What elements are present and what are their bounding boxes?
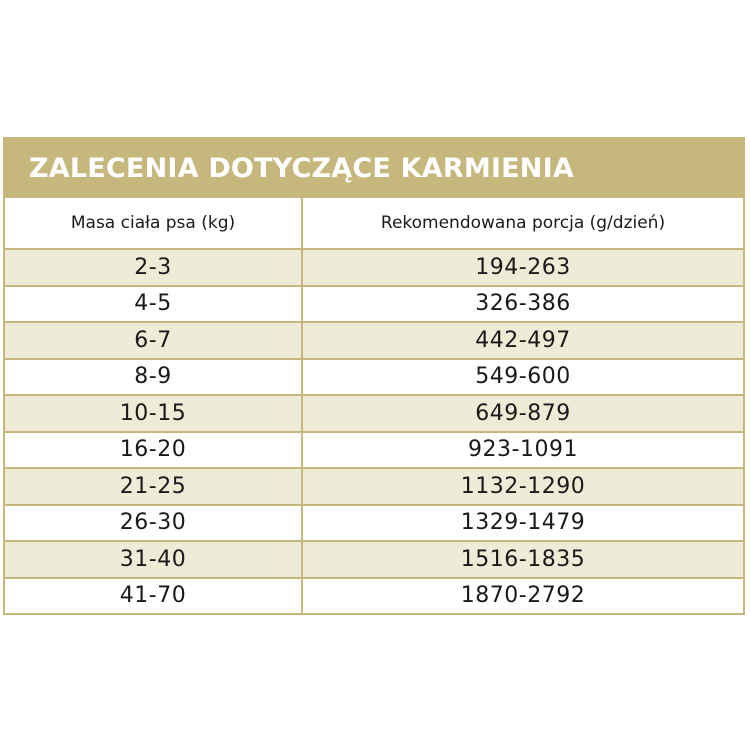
weight-cell: 10-15 <box>5 396 303 431</box>
table-title: ZALECENIA DOTYCZĄCE KARMIENIA <box>29 153 574 184</box>
column-header-portion: Rekomendowana porcja (g/dzień) <box>380 213 666 233</box>
table-row <box>5 540 743 577</box>
weight-cell: 41-70 <box>5 579 303 614</box>
weight-cell: 26-30 <box>5 506 303 541</box>
weight-cell: 4-5 <box>5 287 303 322</box>
table-title-bar <box>5 139 743 198</box>
weight-cell: 16-20 <box>5 433 303 468</box>
weight-cell: 2-3 <box>5 250 303 285</box>
weight-cell: 6-7 <box>5 323 303 358</box>
column-header-weight: Masa ciała psa (kg) <box>5 198 303 248</box>
portion-cell: 549-600 <box>475 364 571 390</box>
weight-cell: 31-40 <box>5 542 303 577</box>
table-row <box>5 321 743 358</box>
portion-cell: 1329-1479 <box>460 510 586 536</box>
table-row <box>5 248 743 285</box>
table-row <box>5 394 743 431</box>
table-row <box>5 504 743 541</box>
portion-cell: 326-386 <box>475 291 571 317</box>
portion-cell: 1132-1290 <box>460 473 586 499</box>
table-row <box>5 577 743 614</box>
feeding-table <box>3 137 745 615</box>
portion-cell: 649-879 <box>475 400 571 426</box>
table-row <box>5 467 743 504</box>
portion-cell: 442-497 <box>475 327 571 353</box>
portion-cell: 1516-1835 <box>460 546 586 572</box>
portion-cell: 923-1091 <box>468 437 578 463</box>
table-row <box>5 285 743 322</box>
table-row <box>5 358 743 395</box>
portion-cell: 1870-2792 <box>460 583 586 609</box>
portion-cell: 194-263 <box>475 254 571 280</box>
table-row <box>5 431 743 468</box>
weight-cell: 8-9 <box>5 360 303 395</box>
table-header-row <box>5 198 743 248</box>
weight-cell: 21-25 <box>5 469 303 504</box>
